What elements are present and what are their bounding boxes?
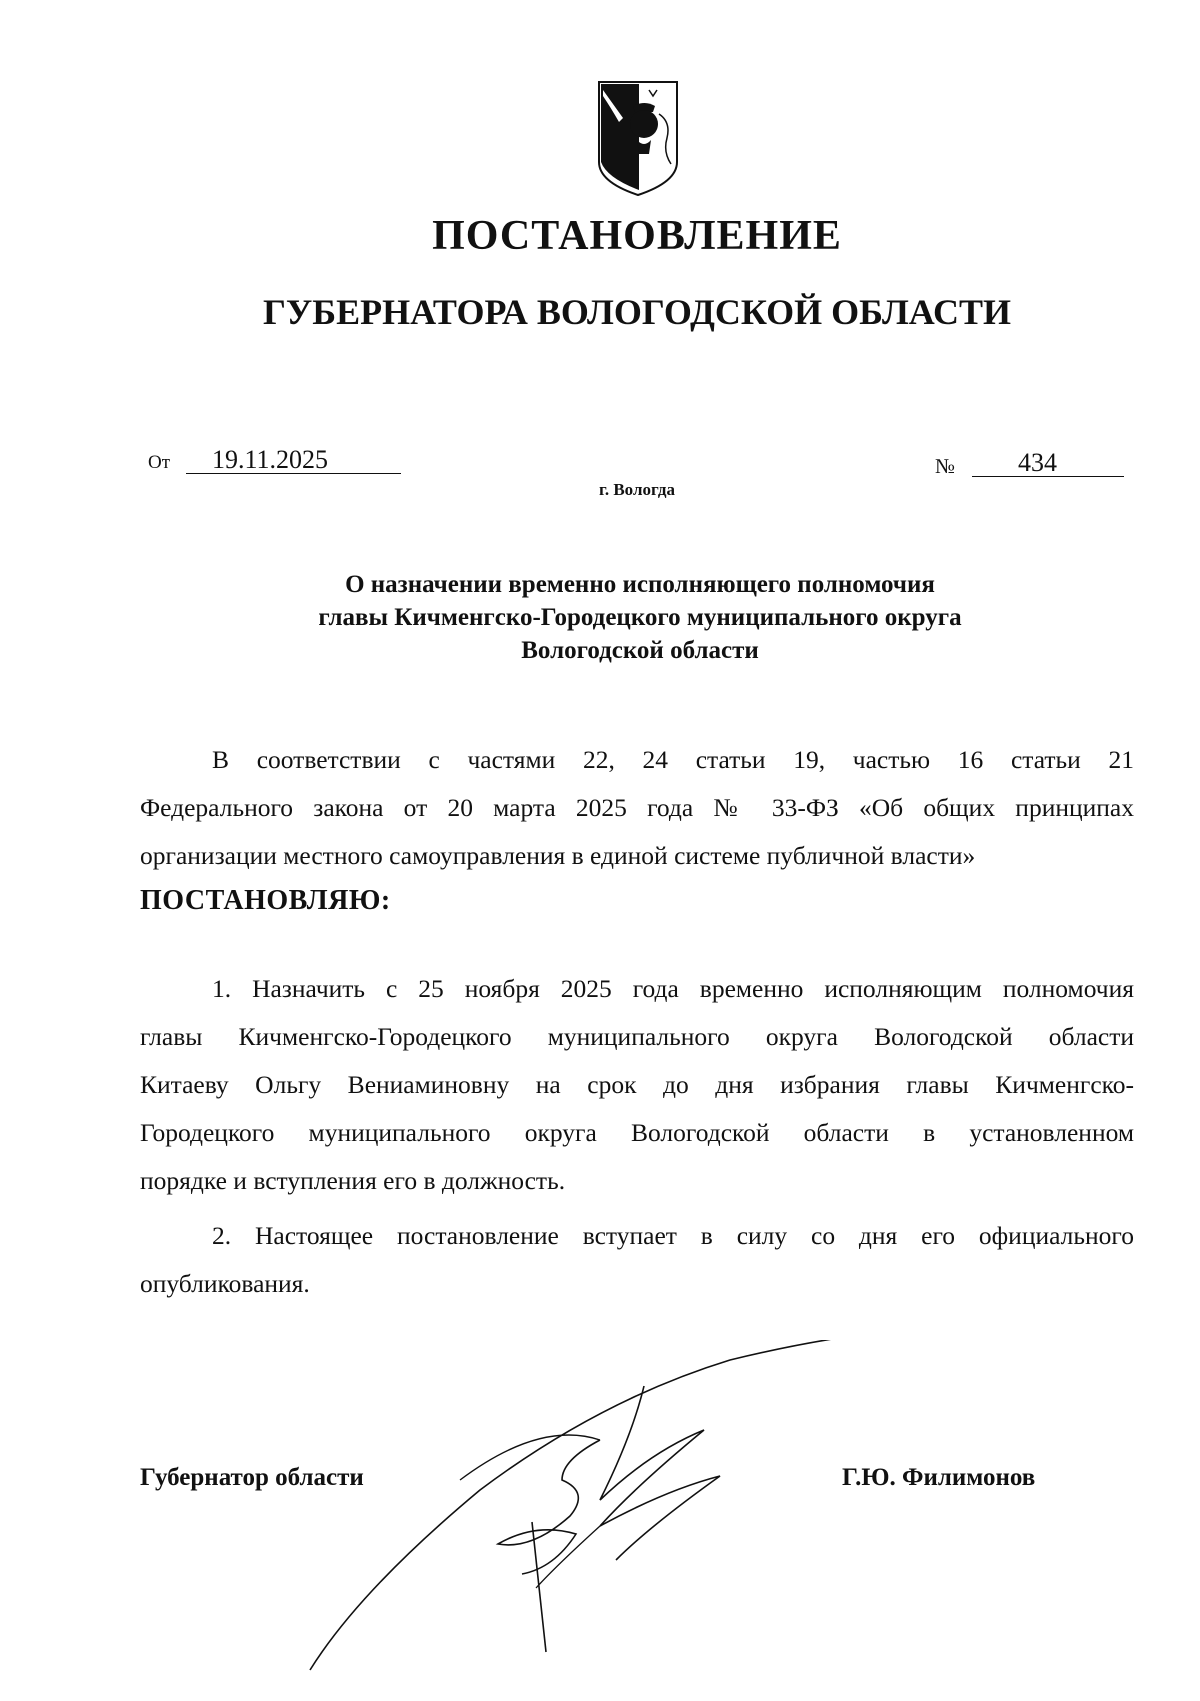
document-number: 434 [1018, 448, 1057, 477]
text-line: 2. Настоящее постановление вступает в силу со дня его официального [212, 1221, 1134, 1250]
heading-line: Вологодской области [521, 637, 759, 664]
document-heading [180, 568, 1100, 667]
preamble-paragraph [140, 736, 1134, 880]
number-label: № [935, 454, 956, 478]
signatory-position: Губернатор области [140, 1464, 364, 1491]
text-line: организации местного самоуправления в единой системе публичной власти» [140, 841, 976, 870]
text-line: Китаеву Ольгу Вениаминовну на срок до дня избрания главы Кичменгско- [140, 1070, 1134, 1099]
item-1-paragraph [140, 965, 1134, 1205]
text-line: опубликования. [140, 1269, 310, 1298]
text-line: В соответствии с частями 22, 24 статьи 19, частью 16 статьи 21 [212, 745, 1134, 774]
text-line: Городецкого муниципального округа Вологодской области в установленном [140, 1118, 1134, 1147]
date-label: От [148, 452, 171, 473]
document-title: ПОСТАНОВЛЕНИЕ [432, 213, 842, 259]
heading-line: О назначении временно исполняющего полномочия [345, 571, 935, 598]
heading-line: главы Кичменгско-Городецкого муниципального округа [318, 604, 962, 631]
vologda-coat-of-arms-icon [593, 78, 683, 198]
text-line: главы Кичменгско-Городецкого муниципального округа Вологодской области [140, 1022, 1134, 1051]
item-2-paragraph [140, 1212, 1134, 1308]
handwritten-signature-icon [300, 1340, 920, 1680]
document-subtitle: ГУБЕРНАТОРА ВОЛОГОДСКОЙ ОБЛАСТИ [262, 292, 1012, 332]
resolve-statement: ПОСТАНОВЛЯЮ: [140, 885, 391, 916]
text-line: порядке и вступления его в должность. [140, 1166, 566, 1195]
text-line: 1. Назначить с 25 ноября 2025 года временно исполняющим полномочия [212, 974, 1134, 1003]
signatory-name: Г.Ю. Филимонов [842, 1464, 1036, 1491]
document-date: 19.11.2025 [212, 445, 329, 474]
document-city: г. Вологда [599, 480, 675, 499]
text-line: Федерального закона от 20 марта 2025 года № 33-ФЗ «Об общих принципах [140, 793, 1134, 822]
